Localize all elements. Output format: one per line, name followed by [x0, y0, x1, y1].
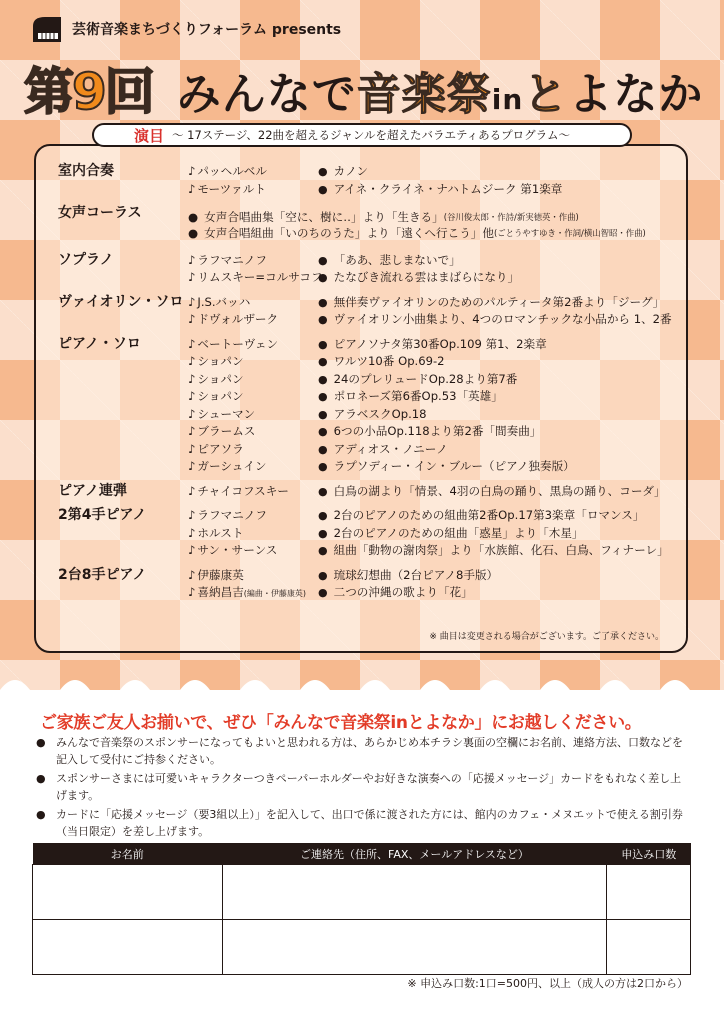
count-cell[interactable] [607, 865, 691, 920]
bullet-icon: ● [36, 736, 46, 749]
program-entry [188, 181, 678, 199]
program-entry [188, 269, 678, 287]
program-entry [188, 294, 678, 312]
program-row [58, 252, 678, 287]
program-row [58, 507, 678, 560]
category-label: 室内合奏 [58, 163, 114, 179]
composer: ♪ ラフマニノフ [188, 252, 318, 270]
bullet-icon: ● [36, 772, 46, 785]
note-item [36, 771, 692, 804]
composer: ♪ ガーシュイン [188, 458, 318, 476]
event-title [24, 52, 714, 121]
sponsor-notes [36, 735, 692, 843]
composer: ♪ サン・サーンス [188, 542, 318, 560]
program-banner [92, 123, 632, 147]
work: ● 「ああ、悲しまないで」 [318, 252, 461, 270]
work: ● 組曲「動物の謝肉祭」より「水族館、化石、白鳥、フィナーレ」 [318, 542, 669, 560]
program-entry [188, 163, 678, 181]
program-entry [188, 423, 678, 441]
program-row [58, 567, 678, 603]
work: ● アイネ・クライネ・ナハトムジーク 第1楽章 [318, 181, 562, 199]
composer: ♪ ベートーヴェン [188, 336, 318, 354]
category-label: ピアノ・ソロ [58, 335, 141, 352]
piano-icon [30, 14, 64, 44]
program-entry [188, 584, 678, 603]
program-list [58, 163, 678, 610]
work: ● 女声合唱曲集「空に、樹に‥」より「生きる」 [188, 209, 444, 226]
composer: ♪ ピアソラ [188, 441, 318, 459]
program-entry [188, 252, 678, 270]
program-entry [188, 483, 678, 501]
composer: ♪ 伊藤康英 [188, 567, 318, 585]
category-label: 2第4手ピアノ [58, 507, 147, 523]
note-item [36, 735, 692, 768]
composer: ♪ ショパン [188, 388, 318, 406]
composer: ♪ チャイコフスキー [188, 483, 318, 501]
program-entry [188, 441, 678, 459]
program-entry [188, 406, 678, 424]
program-entry [188, 353, 678, 371]
fee-note: ※ 申込み口数:1口=500円、以上（成人の方は2口から） [407, 977, 688, 990]
composer-name: 喜納昌吉 [197, 585, 244, 599]
col-contact-header: ご連絡先（住所、FAX、メールアドレスなど） [222, 843, 607, 865]
program-entry [188, 388, 678, 406]
work: ● ポロネーズ第6番Op.53「英雄」 [318, 388, 503, 406]
composer: ♪ リムスキー=コルサコフ [188, 269, 318, 287]
program-entry [188, 542, 678, 560]
title-part1: みんなで [176, 69, 357, 120]
program-entry [188, 567, 678, 585]
composer-note: (編曲・伊藤康英) [243, 589, 307, 598]
work: ● 二つの沖縄の歌より「花」 [318, 584, 473, 603]
program-row [58, 163, 678, 198]
program-entry [188, 458, 678, 476]
name-cell[interactable] [33, 865, 223, 920]
title-edition: 第9回 [24, 63, 153, 121]
contact-cell[interactable] [222, 865, 607, 920]
title-part2: 音楽祭 [356, 69, 492, 120]
sponsor-form-table [32, 843, 691, 975]
form-row [33, 920, 691, 975]
composer: ♪ ショパン [188, 353, 318, 371]
category-label: ヴァイオリン・ソロ [58, 293, 184, 310]
work: ● アディオス・ノニーノ [318, 441, 448, 459]
work: ● 白鳥の湖より「情景、4羽の白鳥の踊り、黒鳥の踊り、コーダ」 [318, 483, 666, 501]
work: ● 24のプレリュードOp.28より第7番 [318, 371, 517, 389]
program-row [58, 483, 678, 501]
work: ● ピアノソナタ第30番Op.109 第1、2楽章 [318, 336, 547, 354]
title-part4-rest: よなか [568, 69, 704, 120]
work: ● カノン [318, 163, 368, 181]
title-part3: in [491, 83, 524, 116]
category-label: ソプラノ [58, 251, 114, 268]
header [30, 14, 341, 44]
composer: ♪ モーツァルト [188, 181, 318, 199]
note-text: みんなで音楽祭のスポンサーになってもよいと思われる方は、あらかじめ本チラシ裏面の空欄にお名前、連絡方法、口数などを記入して受付にご持参ください。 [56, 736, 683, 766]
program-entry [188, 507, 678, 525]
category-label: ピアノ連弾 [58, 482, 127, 499]
composer: ♪ ブラームス [188, 423, 318, 441]
program-entry [188, 311, 678, 329]
work: ● 女声合唱組曲「いのちのうた」より「遠くへ行こう」他 [188, 225, 494, 242]
bullet-icon: ● [36, 808, 46, 821]
work: ● ワルツ10番 Op.69-2 [318, 353, 445, 371]
program-row [58, 336, 678, 476]
program-row [58, 294, 678, 329]
presenter-text: 芸術音楽まちづくりフォーラム presents [72, 22, 342, 38]
composer: ♪ ドヴォルザーク [188, 311, 318, 329]
category-label: 女声コーラス [58, 205, 142, 221]
name-cell[interactable] [33, 920, 223, 975]
composer: ♪ パッヘルベル [188, 163, 318, 181]
credit: (谷川俊太郎・作詩/新実徳英・作曲) [443, 211, 579, 222]
composer: ♪ ラフマニノフ [188, 507, 318, 525]
count-cell[interactable] [607, 920, 691, 975]
title-part4-accent: と [523, 69, 569, 120]
composer: ♪ J.S.バッハ [188, 294, 318, 312]
invitation-headline: ご家族ご友人お揃いで、ぜひ「みんなで音楽祭inとよなか」にお越しください。 [40, 713, 642, 733]
work: ● アラベスクOp.18 [318, 406, 427, 424]
work: ● 2台のピアノのための組曲「惑星」より「木星」 [318, 525, 584, 543]
program-entry [188, 525, 678, 543]
composer: ♪ ショパン [188, 371, 318, 389]
work: ● 2台のピアノのための組曲第2番Op.17第3楽章「ロマンス」 [318, 507, 644, 525]
note-text: カードに「応援メッセージ（要3組以上）」を記入して、出口で係に渡された方には、館内のカフェ・メヌエットで使える割引券（当日限定）を差し上げます。 [56, 808, 683, 838]
program-entry [188, 336, 678, 354]
title-main [177, 58, 704, 122]
note-text: スポンサーさまには可愛いキャラクターつきペーパーホルダーやお好きな演奏への「応援メッセージ」カードをもれなく差し上げます。 [56, 772, 682, 802]
program-tag: 演目 [134, 126, 165, 145]
program-entry [188, 225, 678, 242]
col-name-header: お名前 [33, 843, 223, 865]
composer: ♪ シューマン [188, 406, 318, 424]
work: ● 琉球幻想曲（2台ピアノ8手版） [318, 567, 498, 585]
work: ● 無伴奏ヴァイオリンのためのパルティータ第2番より「ジーグ」 [318, 294, 664, 312]
work: ● ラプソディー・イン・ブルー（ピアノ独奏版） [318, 458, 575, 476]
col-count-header: 申込み口数 [607, 843, 691, 865]
work: ● ヴァイオリン小曲集より、4つのロマンチックな小品から 1、2番 [318, 311, 672, 329]
program-subtitle: ～ 17ステージ、22曲を超えるジャンルを超えたバラエティあるプログラム～ [172, 128, 571, 142]
form-row [33, 865, 691, 920]
work: ● たなびき流れる雲はまばらになり」 [318, 269, 519, 287]
composer [188, 584, 318, 603]
note-item [36, 807, 692, 840]
disclaimer: ※ 曲目は変更される場合がございます。ご了承ください。 [429, 632, 664, 642]
credit: (ごとうやすゆき・作詞/横山智昭・作曲) [493, 228, 646, 238]
composer: ♪ ホルスト [188, 525, 318, 543]
work: ● 6つの小品Op.118より第2番「間奏曲」 [318, 423, 541, 441]
contact-cell[interactable] [222, 920, 607, 975]
program-entry [188, 371, 678, 389]
category-label: 2台8手ピアノ [58, 566, 147, 583]
